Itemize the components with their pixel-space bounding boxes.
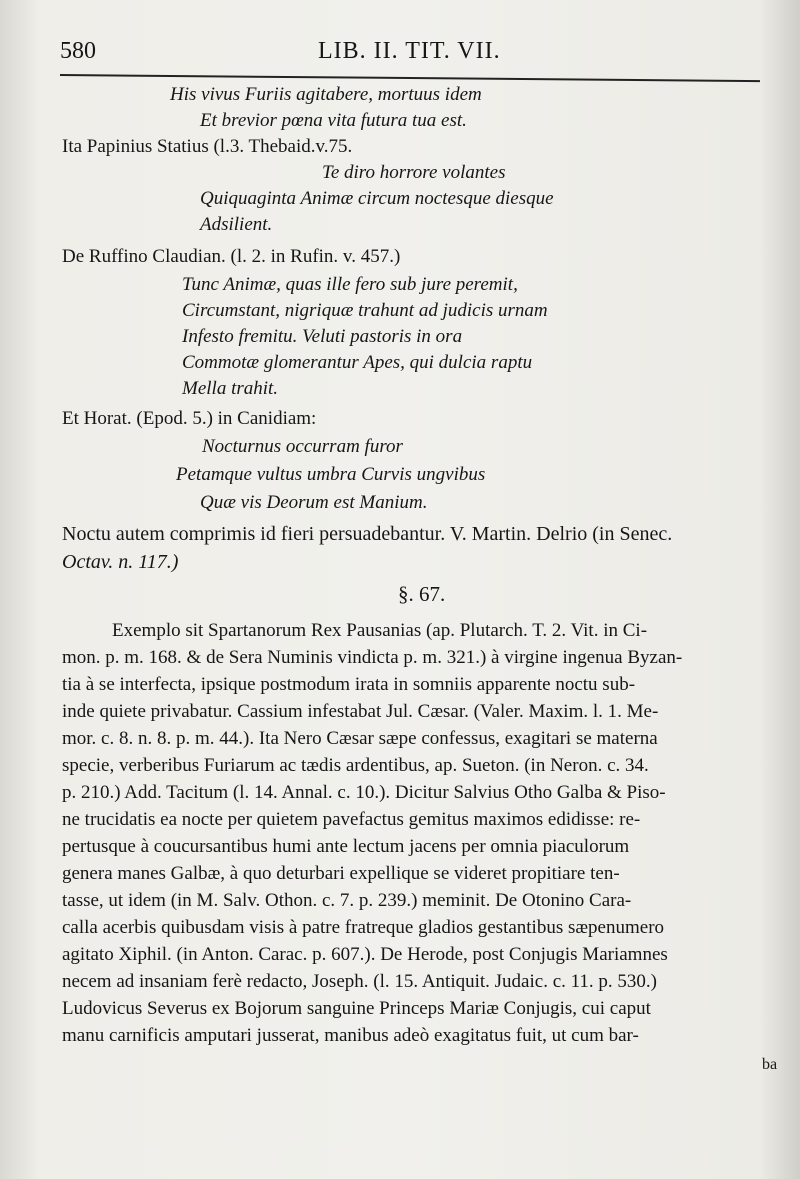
prose-line: specie, verberibus Furiarum ac tædis ardentibus, ap. Sueton. (in Neron. c. 34.: [62, 755, 649, 776]
prose-line: inde quiete privabatur. Cassium infestabat Jul. Cæsar. (Valer. Maxim. l. 1. Me-: [62, 701, 659, 722]
text-line: Noctu autem comprimis id fieri persuadebantur. V. Martin. Delrio (in Senec.: [62, 523, 673, 545]
verse-line: His vivus Furiis agitabere, mortuus idem: [170, 84, 482, 105]
verse-line: Commotæ glomerantur Apes, qui dulcia raptu: [182, 352, 533, 373]
verse-line: Te diro horrore volantes: [322, 162, 506, 183]
verse-line: Mella trahit.: [182, 378, 279, 399]
page-number: 580: [60, 38, 96, 64]
running-head: LIB. II. TIT. VII.: [318, 38, 501, 64]
prose-line: calla acerbis quibusdam visis à patre fratreque gladios gestantibus sæpenumero: [62, 917, 665, 938]
verse-line: Petamque vultus umbra Curvis ungvibus: [176, 464, 486, 485]
prose-line: p. 210.) Add. Tacitum (l. 14. Annal. c. 10.). Dicitur Salvius Otho Galba & Piso-: [62, 782, 666, 803]
prose-line: manu carnificis amputari jusserat, manibus adeò exagitatus fuit, ut cum bar-: [62, 1025, 639, 1046]
text-line: Ita Papinius Statius (l.3. Thebaid.v.75.: [62, 136, 353, 157]
catchword: ba: [762, 1056, 778, 1073]
prose-line: agitato Xiphil. (in Anton. Carac. p. 607.). De Herode, post Conjugis Mariamnes: [62, 944, 668, 965]
verse-line: Infesto fremitu. Veluti pastoris in ora: [182, 326, 463, 347]
verse-line: Nocturnus occurram furor: [202, 436, 403, 457]
prose-line: mon. p. m. 168. & de Sera Numinis vindicta p. m. 321.) à virgine ingenua Byzan-: [62, 647, 683, 668]
prose-line: genera manes Galbæ, à quo deturbari expellique se videret propitiare ten-: [62, 863, 620, 884]
verse-line: Et brevior pœna vita futura tua est.: [200, 110, 467, 131]
header-rule: [60, 74, 760, 82]
text-line: Et Horat. (Epod. 5.) in Canidiam:: [62, 408, 317, 429]
prose-line: mor. c. 8. n. 8. p. m. 44.). Ita Nero Cæsar sæpe confessus, exagitari se materna: [62, 728, 658, 749]
prose-line: Exemplo sit Spartanorum Rex Pausanias (ap. Plutarch. T. 2. Vit. in Ci-: [112, 620, 648, 641]
text-line: Octav. n. 117.): [62, 551, 179, 573]
verse-line: Tunc Animæ, quas ille fero sub jure peremit,: [182, 274, 518, 295]
verse-line: Quiquaginta Animæ circum noctesque diesque: [200, 188, 554, 209]
verse-line: Circumstant, nigriquæ trahunt ad judicis urnam: [182, 300, 548, 321]
prose-line: ne trucidatis ea nocte per quietem pavefactus gemitus maximos edidisse: re-: [62, 809, 641, 830]
prose-line: pertusque à coucursantibus humi ante lectum jacens per omnia piaculorum: [62, 836, 630, 857]
prose-line: necem ad insaniam ferè redacto, Joseph. (l. 15. Antiquit. Judaic. c. 11. p. 530.): [62, 971, 657, 992]
verse-line: Quæ vis Deorum est Manium.: [200, 492, 428, 513]
prose-line: tia à se interfecta, ipsique postmodum irata in somniis apparente noctu sub-: [62, 674, 636, 695]
section-heading: §. 67.: [398, 582, 446, 606]
text-line: De Ruffino Claudian. (l. 2. in Rufin. v. 457.): [62, 246, 401, 267]
prose-line: tasse, ut idem (in M. Salv. Othon. c. 7. p. 239.) meminit. De Otonino Cara-: [62, 890, 632, 911]
prose-line: Ludovicus Severus ex Bojorum sanguine Princeps Mariæ Conjugis, cui caput: [62, 998, 651, 1019]
verse-line: Adsilient.: [200, 214, 273, 235]
